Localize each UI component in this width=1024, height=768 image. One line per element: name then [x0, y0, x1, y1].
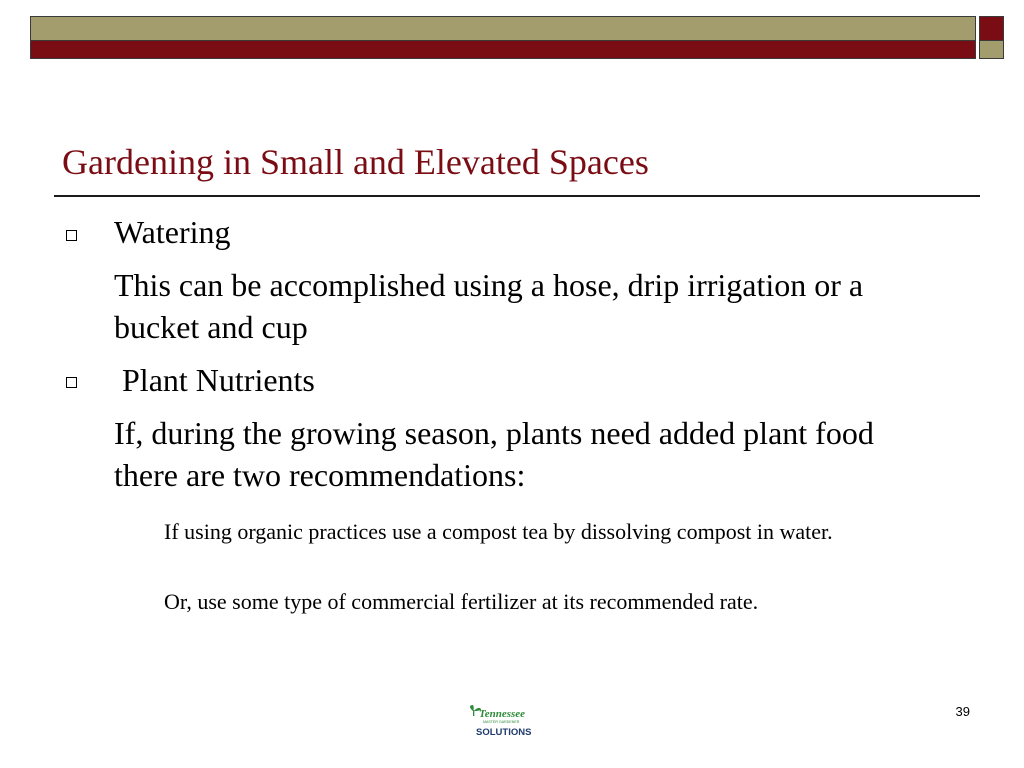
bullet-body: If, during the growing season, plants need added plant food there are two recommendations: [114, 415, 874, 493]
slide-title: Gardening in Small and Elevated Spaces [62, 142, 649, 182]
square-bullet-icon [66, 377, 77, 388]
logo-line3: SOLUTIONS [476, 727, 532, 738]
header-square-maroon [979, 16, 1004, 41]
logo-line2: MASTER GARDENER [483, 720, 520, 724]
sub-item: If using organic practices use a compost tea by dissolving compost in water. [164, 519, 833, 544]
bullet-body: This can be accomplished using a hose, drip irrigation or a bucket and cup [114, 267, 864, 345]
title-divider [54, 195, 980, 197]
header-bar-maroon [30, 41, 976, 59]
tennessee-master-gardener-logo [467, 704, 537, 740]
square-bullet-icon [66, 230, 77, 241]
header-bar-olive [30, 16, 976, 41]
page-number: 39 [955, 704, 970, 719]
sub-item: Or, use some type of commercial fertilizer at its recommended rate. [164, 589, 759, 614]
logo-line1: Tennessee [479, 708, 526, 720]
header-square-olive [979, 41, 1004, 59]
bullet-heading: Plant Nutrients [114, 362, 315, 398]
bullet-heading: Watering [114, 214, 231, 250]
